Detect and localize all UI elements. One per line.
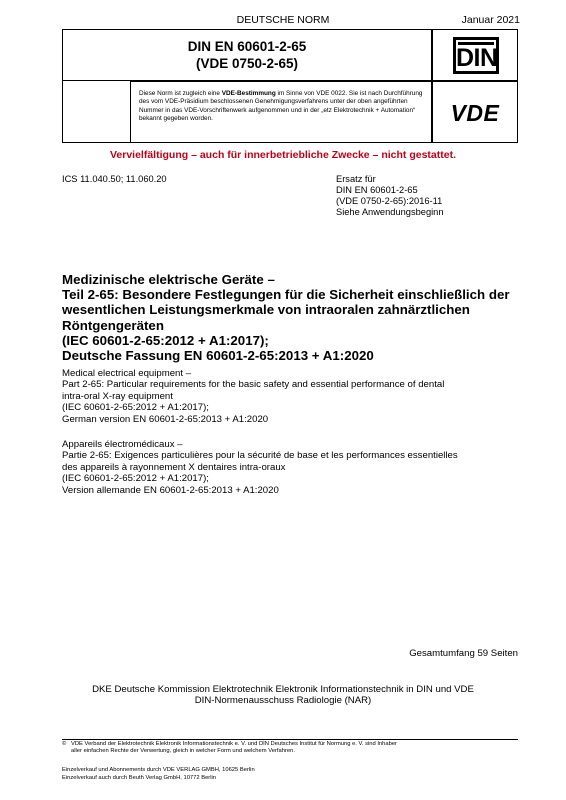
title-line: Part 2-65: Particular requirements for the basic safety and essential performance of dental [62, 379, 445, 391]
standard-number-box [62, 29, 432, 81]
title-line: (IEC 60601-2-65:2012 + A1:2017); [62, 473, 209, 485]
publication-date: Januar 2021 [461, 14, 520, 26]
vde-note-prefix: Diese Norm ist zugleich eine [139, 90, 222, 97]
din-logo [453, 37, 499, 74]
din-logo-text: DIN [456, 44, 498, 72]
copyright-footer [62, 741, 532, 755]
sales-line: Einzelverkauf und Abonnements durch VDE VERLAG GMBH, 10625 Berlin [62, 767, 255, 773]
sales-info [62, 767, 532, 782]
ics-code: ICS 11.040.50; 11.060.20 [62, 174, 167, 184]
title-line: Medizinische elektrische Geräte – [62, 272, 275, 287]
replacement-line: Ersatz für [336, 174, 376, 184]
title-line: wesentlichen Leistungsmerkmale von intraoralen zahnärztlichen [62, 302, 470, 318]
committee-info [0, 684, 566, 707]
norm-type-label: DEUTSCHE NORM [236, 14, 330, 26]
title-line: Partie 2-65: Exigences particulières pour la sécurité de base et les performances essentielles [62, 450, 458, 462]
replacement-info [336, 174, 444, 218]
replacement-line: DIN EN 60601-2-65 [336, 185, 418, 195]
copyright-symbol: © [62, 741, 67, 747]
title-line: (IEC 60601-2-65:2012 + A1:2017); [62, 332, 269, 348]
title-line: Deutsche Fassung EN 60601-2-65:2013 + A1:2020 [62, 348, 374, 364]
vde-note [131, 82, 431, 124]
replacement-line: Siehe Anwendungsbeginn [336, 207, 444, 217]
footer-rule [62, 739, 518, 740]
committee-line: DKE Deutsche Kommission Elektrotechnik Elektronik Informationstechnik in DIN und VDE [92, 684, 474, 695]
title-line: Medical electrical equipment – [62, 368, 192, 379]
title-french [62, 439, 532, 496]
din-logo-box [432, 29, 518, 81]
title-line: des appareils à rayonnement X dentaires intra-oraux [62, 461, 286, 473]
title-line: Version allemande EN 60601-2-65:2013 + A1:2020 [62, 484, 279, 496]
copyright-line: VDE Verband der Elektrotechnik Elektronik Informationstechnik e. V. und DIN Deutsches Institut für Normung e. V. sind Inhaber [71, 741, 397, 747]
sales-line: Einzelverkauf auch durch Beuth Verlag GmbH, 10772 Berlin [62, 774, 217, 781]
vde-note-bold: VDE-Bestimmung [221, 90, 276, 97]
vde-logo: VDE [450, 100, 500, 126]
title-line: (IEC 60601-2-65:2012 + A1:2017); [62, 402, 209, 414]
vde-note-suffix: im Sinne von VDE 0022. Sie ist nach Durchführung des vom VDE-Präsidium beschlossenen Genehmigungsverfahrens unter der oben angeführten Nummer in das VDE-Vorschriftenwerk aufgenommen und in der „etz Elektrotechnik + Automation“ bekannt gegeben worden. [139, 90, 423, 123]
title-german [62, 272, 532, 363]
title-line: German version EN 60601-2-65:2013 + A1:2020 [62, 413, 269, 425]
header-bottom-rule [62, 142, 518, 143]
committee-line: DIN-Normenausschuss Radiologie (NAR) [194, 695, 372, 707]
replacement-line: (VDE 0750-2-65):2016-11 [336, 196, 443, 206]
vde-note-box [130, 81, 432, 143]
header-left-spacer [62, 81, 130, 143]
vde-logo-box [432, 81, 518, 143]
reproduction-notice: Vervielfältigung – auch für innerbetriebliche Zwecke – nicht gestattet. [109, 149, 456, 161]
title-line: intra-oral X-ray equipment [62, 390, 173, 402]
vde-number: (VDE 0750-2-65) [195, 56, 299, 71]
copyright-line: aller einfachen Rechte der Verwertung, gleich in welcher Form und welchem Verfahren. [71, 748, 295, 754]
page-count: Gesamtumfang 59 Seiten [409, 648, 518, 659]
din-number: DIN EN 60601-2-65 [187, 39, 307, 54]
title-english [62, 368, 532, 425]
title-line: Appareils électromédicaux – [62, 439, 183, 450]
title-line: Röntgengeräten [62, 317, 164, 333]
title-line: Teil 2-65: Besondere Festlegungen für die Sicherheit einschließlich der [62, 287, 510, 303]
